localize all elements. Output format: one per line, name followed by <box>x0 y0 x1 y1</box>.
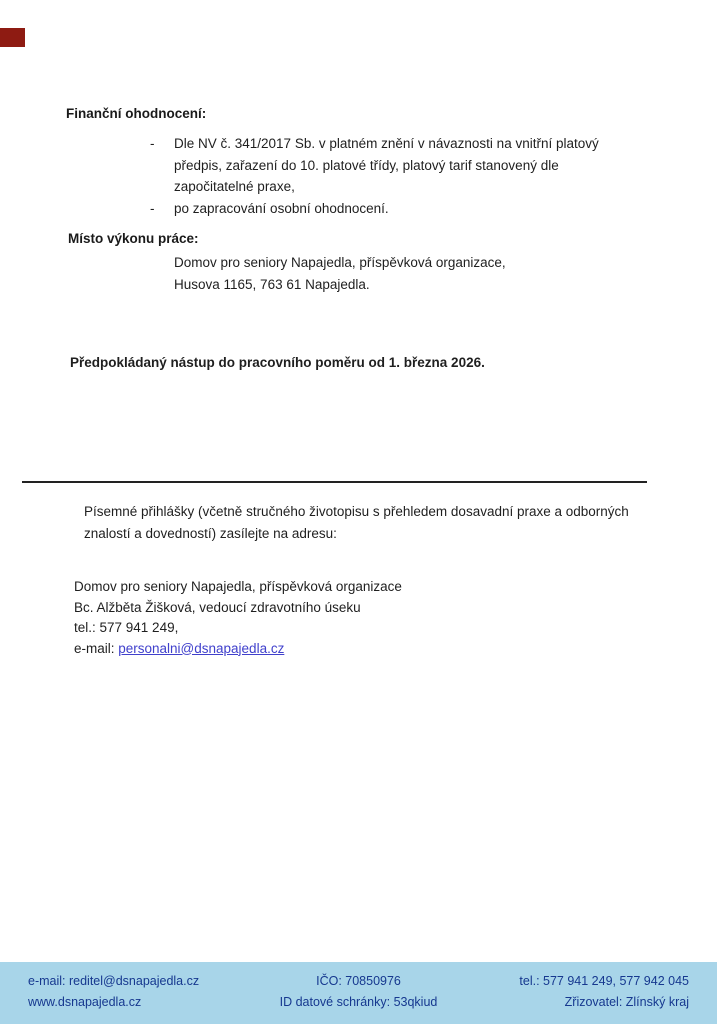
contact-phone: tel.: 577 941 249, <box>74 620 179 635</box>
workplace-address <box>174 252 506 295</box>
address-line: Domov pro seniory Napajedla, příspěvková organizace, <box>174 255 506 270</box>
red-corner-mark <box>0 28 25 47</box>
footer-founder: Zřizovatel: Zlínský kraj <box>564 995 689 1009</box>
start-date-line: Předpokládaný nástup do pracovního poměru od 1. března 2026. <box>70 355 485 370</box>
footer-center-column <box>248 971 468 1013</box>
footer-phones: tel.: 577 941 249, 577 942 045 <box>519 974 689 988</box>
page-footer <box>0 962 717 1024</box>
list-item <box>150 198 650 220</box>
footer-left-column <box>28 971 248 1013</box>
contact-person: Bc. Alžběta Žišková, vedoucí zdravotního úseku <box>74 599 361 615</box>
bullet-dash: - <box>150 200 155 216</box>
contact-block <box>74 577 402 659</box>
footer-email: e-mail: reditel@dsnapajedla.cz <box>28 974 200 988</box>
workplace-heading: Místo výkonu práce: <box>68 231 199 246</box>
divider-rule <box>22 481 647 483</box>
footer-databox: ID datové schránky: 53qkiud <box>279 995 438 1009</box>
email-label: e-mail: <box>74 640 119 656</box>
financial-heading: Finanční ohodnocení: <box>66 106 207 121</box>
contact-organization: Domov pro seniory Napajedla, příspěvková organizace <box>74 579 402 594</box>
footer-right-column <box>469 971 689 1013</box>
footer-ico: IČO: 70850976 <box>316 974 401 988</box>
financial-bullet-list <box>150 133 650 219</box>
address-line: Husova 1165, 763 61 Napajedla. <box>174 276 370 292</box>
footer-website: www.dsnapajedla.cz <box>28 995 142 1009</box>
application-paragraph: Písemné přihlášky (včetně stručného životopisu s přehledem dosavadní praxe a odborných znalostí a dovedností) zasílejte na adresu: <box>84 504 629 541</box>
contact-email-line <box>74 639 402 660</box>
list-item <box>150 133 650 198</box>
email-link[interactable]: personalni@dsnapajedla.cz <box>118 640 285 656</box>
bullet-dash: - <box>150 136 155 151</box>
bullet-text: Dle NV č. 341/2017 Sb. v platném znění v návaznosti na vnitřní platový předpis, zařazení do 10. platové třídy, platový tarif stanovený dle započitatelné praxe, <box>174 136 599 194</box>
bullet-text: po zapracování osobní ohodnocení. <box>174 200 389 216</box>
